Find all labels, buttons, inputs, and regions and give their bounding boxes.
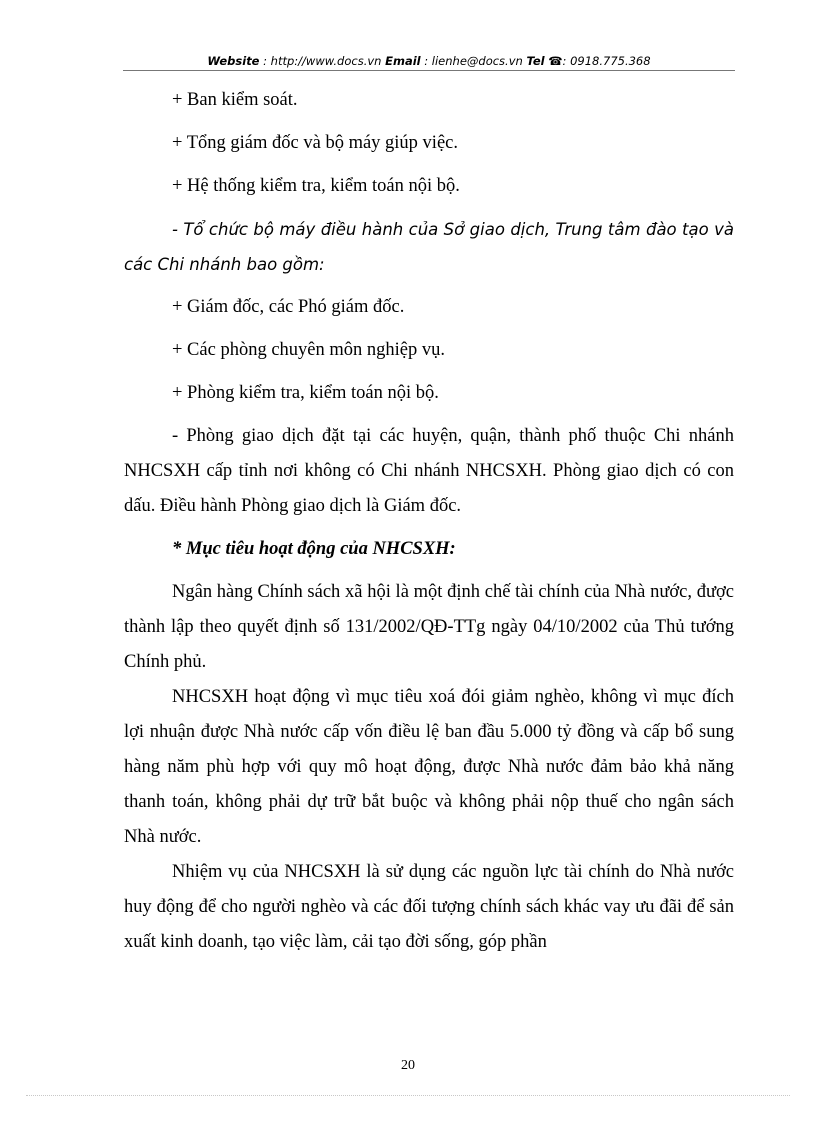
paragraph-to-chuc-bo-may: - Tổ chức bộ máy điều hành của Sở giao dịch, Trung tâm đào tạo và các Chi nhánh bao gồm: xyxy=(124,220,734,274)
phone-icon: ☎ xyxy=(548,54,563,68)
document-body xyxy=(124,83,734,960)
paragraph-he-thong-kiem-tra: + Hệ thống kiểm tra, kiểm toán nội bộ. xyxy=(172,176,460,196)
website-value: : http://www.docs.vn xyxy=(259,54,386,68)
paragraph-cac-phong: + Các phòng chuyên môn nghiệp vụ. xyxy=(172,340,445,360)
website-label: Website xyxy=(207,54,260,68)
section-heading: * Mục tiêu hoạt động của NHCSXH: xyxy=(172,539,456,559)
page-number: 20 xyxy=(401,1058,415,1073)
paragraph-phong-giao-dich: - Phòng giao dịch đặt tại các huyện, quận, thành phố thuộc Chi nhánh NHCSXH cấp tỉnh nơi không có Chi nhánh NHCSXH. Phòng giao dịch có con dấu. Điều hành Phòng giao dịch là Giám đốc. xyxy=(124,426,734,516)
paragraph-muc-tieu: NHCSXH hoạt động vì mục tiêu xoá đói giảm nghèo, không vì mục đích lợi nhuận được Nhà nước cấp vốn điều lệ ban đầu 5.000 tỷ đồng và cấp bổ sung hàng năm phù hợp với quy mô hoạt động, được Nhà nước đảm bảo khả năng thanh toán, không phải dự trữ bắt buộc và không phải nộp thuế cho ngân sách Nhà nước. xyxy=(124,687,734,847)
paragraph-ban-kiem-soat: + Ban kiểm soát. xyxy=(172,90,298,110)
email-value: : lienhe@docs.vn xyxy=(420,54,527,68)
tel-label: Tel xyxy=(526,54,545,68)
paragraph-dinh-che: Ngân hàng Chính sách xã hội là một định chế tài chính của Nhà nước, được thành lập theo quyết định số 131/2002/QĐ-TTg ngày 04/10/2002 của Thủ tướng Chính phủ. xyxy=(124,582,734,672)
tel-value: : 0918.775.368 xyxy=(562,54,651,68)
paragraph-phong-kiem-tra: + Phòng kiểm tra, kiểm toán nội bộ. xyxy=(172,383,439,403)
paragraph-nhiem-vu: Nhiệm vụ của NHCSXH là sử dụng các nguồn lực tài chính do Nhà nước huy động để cho người nghèo và các đối tượng chính sách khác vay ưu đãi để sản xuất kinh doanh, tạo việc làm, cải tạo đời sống, góp phần xyxy=(124,862,734,952)
page-header xyxy=(123,52,735,70)
header-divider xyxy=(123,70,735,71)
paragraph-giam-doc: + Giám đốc, các Phó giám đốc. xyxy=(172,297,405,317)
page-bottom-divider xyxy=(26,1095,790,1096)
paragraph-tong-giam-doc: + Tổng giám đốc và bộ máy giúp việc. xyxy=(172,133,458,153)
email-label: Email xyxy=(385,54,421,68)
